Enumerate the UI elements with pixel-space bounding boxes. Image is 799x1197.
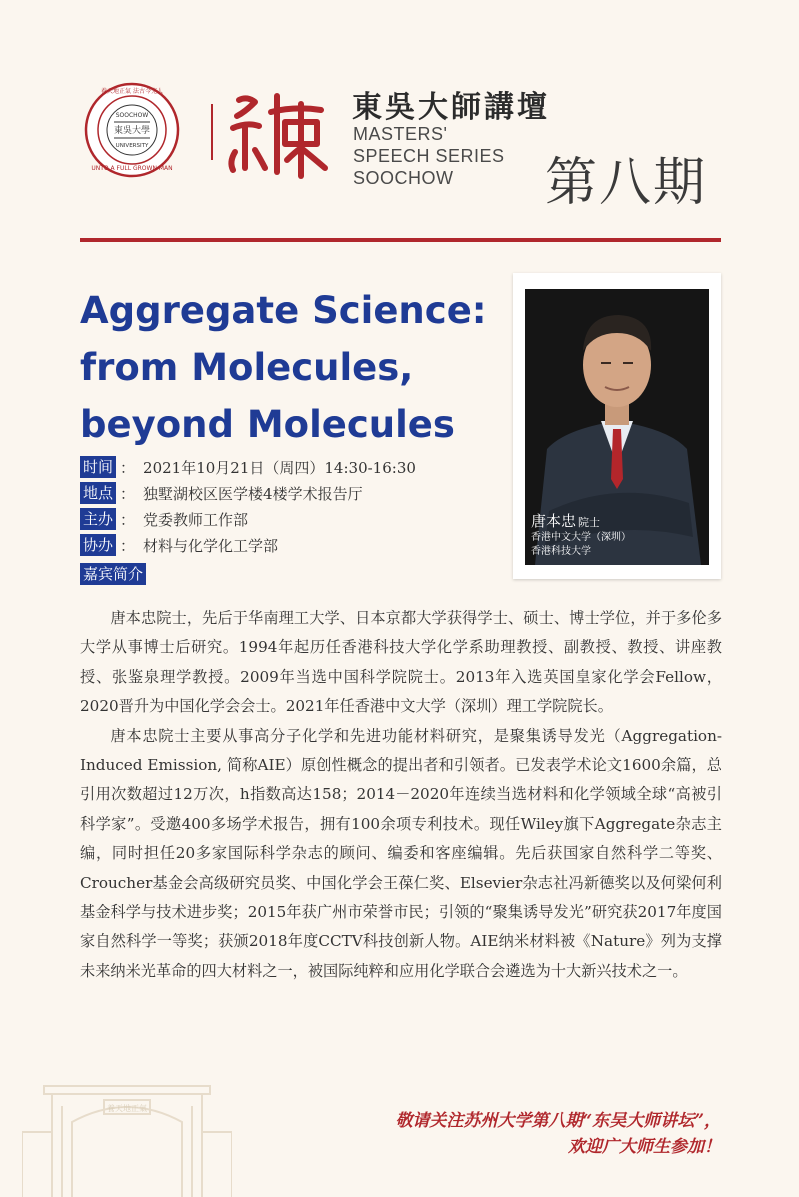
header-divider [211,104,213,160]
issue-number: 第八期 [545,153,708,213]
bio-paragraph: 唐本忠院士主要从事高分子化学和先进功能材料研究，是聚集诱导发光（Aggregation-Induced Emission, 简称AIE）原创性概念的提出者和引领者。已发表学术论文1600余篇，总引用次数超过12万次，h指数高达158；2014－2020年连续当选材料和化学领域全球“高被引科学家”。受邀400多场学术报告，拥有100余项专利技术。现任Wiley旗下Aggregate杂志主编，同时担任20多家国际科学杂志的顾问、编委和客座编辑。先后获国家自然科学二等奖、Croucher基金会高级研究员奖、中国化学会王葆仁奖、Elsevier杂志社冯新德奖以及何梁何利基金科学与技术进步奖；2015年获广州市荣誉市民；引领的“聚集诱导发光”研究获2017年度国家自然科学一等奖；获颁2018年度CCTV科技创新人物。AIE纳米材料被《Nature》列为支撑未来纳米光革命的四大材料之一，被国际纯粹和应用化学联合会遴选为十大新兴技术之一。 [80,726,722,980]
brand-english [353,123,505,189]
cohost-label: 协办 [80,534,116,556]
colon: ： [120,536,136,555]
host-label: 主办 [80,508,116,530]
affiliation: 香港科技大学 [531,546,591,557]
speaker-title: 院士 [578,516,601,529]
brand-english-line: SOOCHOW [353,168,454,188]
info-row-cohost [80,534,278,556]
title-line: from Molecules, [80,346,414,389]
speaker-biography [80,604,722,986]
svg-text:UNIVERSITY: UNIVERSITY [115,143,149,149]
calligraphy-logo-icon [225,82,335,182]
header-rule [80,238,721,242]
university-seal-logo [84,82,180,178]
footer-invitation [395,1108,721,1160]
footer-line: 敬请关注苏州大学第八期“东吴大师讲坛”， [395,1111,721,1131]
title-line: Aggregate Science: [80,289,487,332]
svg-text:養天地正氣 法古今完人: 養天地正氣 法古今完人 [101,88,163,95]
footer-line: 欢迎广大师生参加！ [568,1137,721,1157]
title-line: beyond Molecules [80,403,455,446]
svg-text:UNTO A FULL GROWN MAN: UNTO A FULL GROWN MAN [91,165,173,172]
place-value: 独墅湖校区医学楼4楼学术报告厅 [143,484,363,503]
bio-paragraph: 唐本忠院士，先后于华南理工大学、日本京都大学获得学士、硕士、博士学位，并于多伦多大学从事博士后研究。1994年起历任香港科技大学化学系助理教授、副教授、教授、讲座教授、张鉴泉理学教授。2009年当选中国科学院院士。2013年入选英国皇家化学会Fellow，2020晋升为中国化学会会士。2021年任香港中文大学（深圳）理工学院院长。 [80,609,722,716]
host-value: 党委教师工作部 [143,510,249,529]
brand-english-line: MASTERS' [353,124,448,144]
campus-gate-illustration [22,1072,232,1197]
info-row-time [80,456,416,478]
lecture-title [80,282,510,453]
time-value: 2021年10月21日（周四）14:30-16:30 [143,458,416,477]
cohost-value: 材料与化学化工学部 [143,536,279,555]
bio-label: 嘉宾简介 [80,563,146,585]
info-row-bio [80,563,146,585]
colon: ： [120,510,136,529]
info-row-place [80,482,363,504]
speaker-affiliations [531,531,631,559]
place-label: 地点 [80,482,116,504]
gate-plaque: 養天地正氣 [107,1104,147,1113]
colon: ： [120,458,136,477]
svg-text:東吳大學: 東吳大學 [113,126,151,136]
svg-text:SOOCHOW: SOOCHOW [115,112,149,119]
brand-chinese: 東吳大師講壇 [352,90,550,125]
info-row-host [80,508,248,530]
affiliation: 香港中文大学（深圳） [531,532,631,543]
time-label: 时间 [80,456,116,478]
speaker-name-caption [531,510,600,531]
colon: ： [120,484,136,503]
brand-english-line: SPEECH SERIES [353,146,505,166]
speaker-name: 唐本忠 [531,512,577,530]
